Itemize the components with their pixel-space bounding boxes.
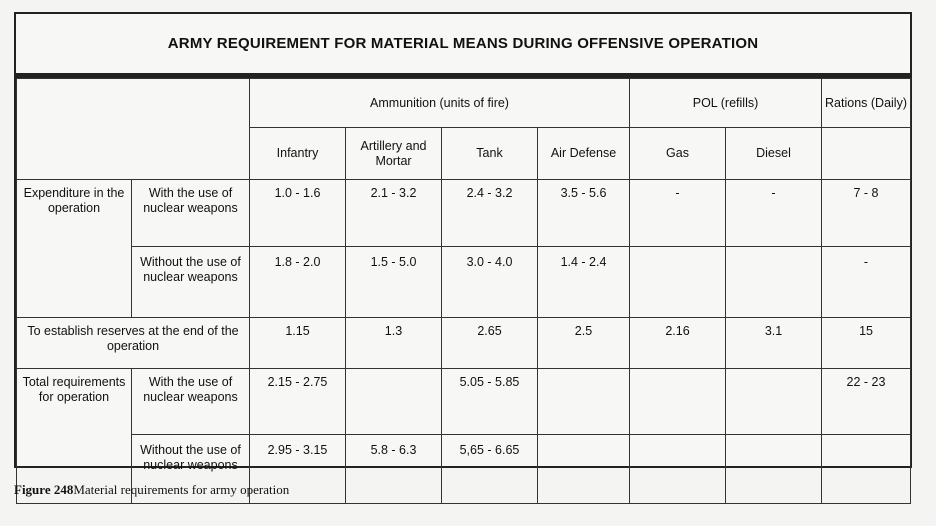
cell-air-defense: 1.4 - 2.4 — [538, 247, 630, 318]
ammunition-header: Ammunition (units of fire) — [250, 79, 630, 128]
cell-rations: - — [822, 247, 911, 318]
cell-tank: 5.05 - 5.85 — [442, 369, 538, 435]
cell-artillery: 1.3 — [346, 318, 442, 369]
requirements-table — [16, 78, 911, 504]
row-sublabel: Without the use of nuclear weapons — [132, 247, 250, 318]
header-row-1 — [17, 79, 911, 128]
row-sublabel: With the use of nuclear weapons — [132, 369, 250, 435]
cell-rations: 22 - 23 — [822, 369, 911, 435]
row-sublabel: Without the use of nuclear weapons — [132, 435, 250, 504]
cell-infantry: 2.15 - 2.75 — [250, 369, 346, 435]
cell-diesel: 3.1 — [726, 318, 822, 369]
total-label: Total requirements for operation — [17, 369, 132, 504]
cell-gas: - — [630, 180, 726, 247]
cell-infantry: 2.95 - 3.15 — [250, 435, 346, 504]
artillery-header: Artillery and Mortar — [346, 128, 442, 180]
cell-artillery: 1.5 - 5.0 — [346, 247, 442, 318]
cell-tank: 5,65 - 6.65 — [442, 435, 538, 504]
diesel-header: Diesel — [726, 128, 822, 180]
cell-tank: 2.4 - 3.2 — [442, 180, 538, 247]
cell-gas — [630, 369, 726, 435]
cell-air-defense — [538, 435, 630, 504]
table-row — [17, 369, 911, 435]
row-sublabel: With the use of nuclear weapons — [132, 180, 250, 247]
cell-air-defense — [538, 369, 630, 435]
table-row — [17, 318, 911, 369]
cell-infantry: 1.8 - 2.0 — [250, 247, 346, 318]
cell-rations — [822, 435, 911, 504]
figure-number: Figure 248 — [14, 482, 74, 497]
cell-rations: 15 — [822, 318, 911, 369]
table-row — [17, 180, 911, 247]
cell-air-defense: 2.5 — [538, 318, 630, 369]
cell-gas: 2.16 — [630, 318, 726, 369]
table-frame — [14, 12, 912, 472]
cell-artillery: 2.1 - 3.2 — [346, 180, 442, 247]
rations-subheader — [822, 128, 911, 180]
table-title: ARMY REQUIREMENT FOR MATERIAL MEANS DURING OFFENSIVE OPERATION — [16, 14, 910, 78]
cell-diesel — [726, 369, 822, 435]
cell-rations: 7 - 8 — [822, 180, 911, 247]
cell-air-defense: 3.5 - 5.6 — [538, 180, 630, 247]
cell-tank: 3.0 - 4.0 — [442, 247, 538, 318]
expenditure-label: Expenditure in the operation — [17, 180, 132, 318]
tank-header: Tank — [442, 128, 538, 180]
table-row — [17, 247, 911, 318]
cell-diesel — [726, 435, 822, 504]
pol-header: POL (refills) — [630, 79, 822, 128]
cell-artillery: 5.8 - 6.3 — [346, 435, 442, 504]
figure-caption — [14, 482, 289, 498]
air-defense-header: Air Defense — [538, 128, 630, 180]
cell-diesel — [726, 247, 822, 318]
cell-infantry: 1.0 - 1.6 — [250, 180, 346, 247]
infantry-header: Infantry — [250, 128, 346, 180]
cell-tank: 2.65 — [442, 318, 538, 369]
figure-caption-text: Material requirements for army operation — [73, 482, 290, 497]
gas-header: Gas — [630, 128, 726, 180]
rations-header: Rations (Daily) — [822, 79, 911, 128]
reserves-label: To establish reserves at the end of the operation — [17, 318, 250, 369]
cell-infantry: 1.15 — [250, 318, 346, 369]
cell-artillery — [346, 369, 442, 435]
cell-gas — [630, 247, 726, 318]
cell-gas — [630, 435, 726, 504]
cell-diesel: - — [726, 180, 822, 247]
corner-cell — [17, 79, 250, 180]
